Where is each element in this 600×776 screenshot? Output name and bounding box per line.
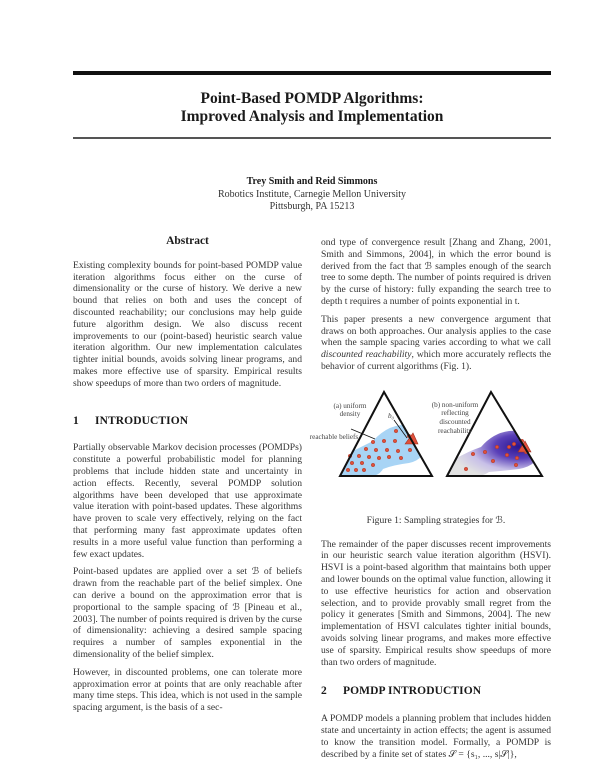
section-1-heading bbox=[73, 416, 302, 428]
pomdp-intro-paragraph: A POMDP models a planning problem that includes hidden state and uncertainty in action effects; the agent is assumed to know the transition model. Formally, a POMDP is described by a finite set of states 𝒮 = {s₁, ..., s|𝒮|}, bbox=[321, 713, 551, 760]
abstract-text: Existing complexity bounds for point-based POMDP value iteration algorithms focus either on the curse of dimensionality or the curse of history. We derive a new bound that relies on both and uses the concept of discounted reachability; our conclusions may help guide future algorithm design. We also discuss recent improvements to our (point-based) heuristic search value iteration algorithm. Our new implementation calculates tighter initial bounds, avoids solving linear programs, and makes more effective use of sparsity. Empirical results show speedups of more than two orders of magnitude. bbox=[73, 259, 302, 389]
new-argument-paragraph bbox=[321, 314, 551, 373]
left-column bbox=[73, 236, 302, 720]
section-2-number: 2 bbox=[321, 685, 327, 698]
top-rule bbox=[73, 71, 551, 75]
intro-paragraph-3: However, in discounted problems, one can tolerate more approximation error at points that are only reachable after many time steps. This idea, which is not used in the sample spacing argument, is the basis of a sec- bbox=[73, 666, 302, 714]
title-line-2: Improved Analysis and Implementation bbox=[180, 108, 444, 125]
para2-emphasis: discounted reachability bbox=[321, 349, 412, 361]
label-reachable-beliefs: reachable beliefs bbox=[309, 432, 359, 441]
paper-title bbox=[73, 90, 551, 126]
author-names: Trey Smith and Reid Simmons bbox=[246, 176, 378, 187]
label-b0: b₀ bbox=[387, 411, 395, 420]
intro-paragraph-2: Point-based updates are applied over a set ℬ of beliefs drawn from the reachable part of the belief simplex. One can derive a bound on the approximation error that is proportional to the sample spacing of ℬ [Pineau et al., 2003]. The number of points required is driven by the curse of dimensionality: achieving a desired sample spacing requires a number of samples exponential in the dimensionality of the belief simplex. bbox=[73, 566, 302, 660]
figure-1-caption: Figure 1: Sampling strategies for ℬ. bbox=[366, 514, 506, 526]
intro-paragraph-1: Partially observable Markov decision processes (POMDPs) constitute a powerful probabilistic model for planning problems that include hidden state and uncertainty in action effects. Recently, several POMDP solution algorithms have been developed that use approximate value iteration with point-based updates. These algorithms have proven to scale very effectively, relying on the fact that performing many fast approximate updates often results in a more useful value function than performing a few exact updates. bbox=[73, 442, 302, 560]
affiliation: Robotics Institute, Carnegie Mellon University bbox=[217, 188, 407, 200]
section-2-heading bbox=[321, 686, 551, 698]
figure-1 bbox=[309, 389, 551, 507]
abstract-heading: Abstract bbox=[166, 235, 209, 247]
right-column bbox=[309, 237, 551, 766]
para2-before: This paper presents a new convergence argument that draws on both approaches. Our analysis applies to the case when the sample spacing varies according to what we call bbox=[321, 313, 551, 349]
para2-after: , which more accurately reflects the behavior of current algorithms (Fig. 1). bbox=[321, 349, 551, 372]
section-1-number: 1 bbox=[73, 414, 79, 427]
bottom-rule bbox=[73, 137, 551, 139]
label-nonuniform: (b) non-uniform reflecting discounted reachability bbox=[431, 400, 479, 435]
section-1-title: INTRODUCTION bbox=[95, 414, 189, 427]
label-uniform-density: (a) uniform density bbox=[333, 401, 367, 419]
hsvi-paragraph: The remainder of the paper discusses recent improvements in our heuristic search value iteration algorithm (HSVI). HSVI is a point-based algorithm that maintains both upper and lower bounds on the optimal value function, allowing it to use effective heuristics for action and observation selection, and to provide provably small regret from the policy it generates [Smith and Simmons, 2004]. The new implementation of HSVI calculates tighter initial bounds, avoids solving linear programs, and makes more effective use of sparsity. Empirical results show speedups of more than two orders of magnitude. bbox=[321, 538, 551, 668]
author-block bbox=[73, 176, 551, 214]
title-line-1: Point-Based POMDP Algorithms: bbox=[200, 90, 424, 107]
section-2-title: POMDP INTRODUCTION bbox=[343, 685, 482, 698]
address: Pittsburgh, PA 15213 bbox=[269, 201, 355, 212]
continued-paragraph: ond type of convergence result [Zhang and Zhang, 2001, Smith and Simmons, 2004], in which the error bound is derived from the fact that ℬ samples enough of the search tree to some depth. The number of points required is driven by the curse of history: fully expanding the search tree to depth t requires a number of points exponential in t. bbox=[321, 237, 551, 307]
